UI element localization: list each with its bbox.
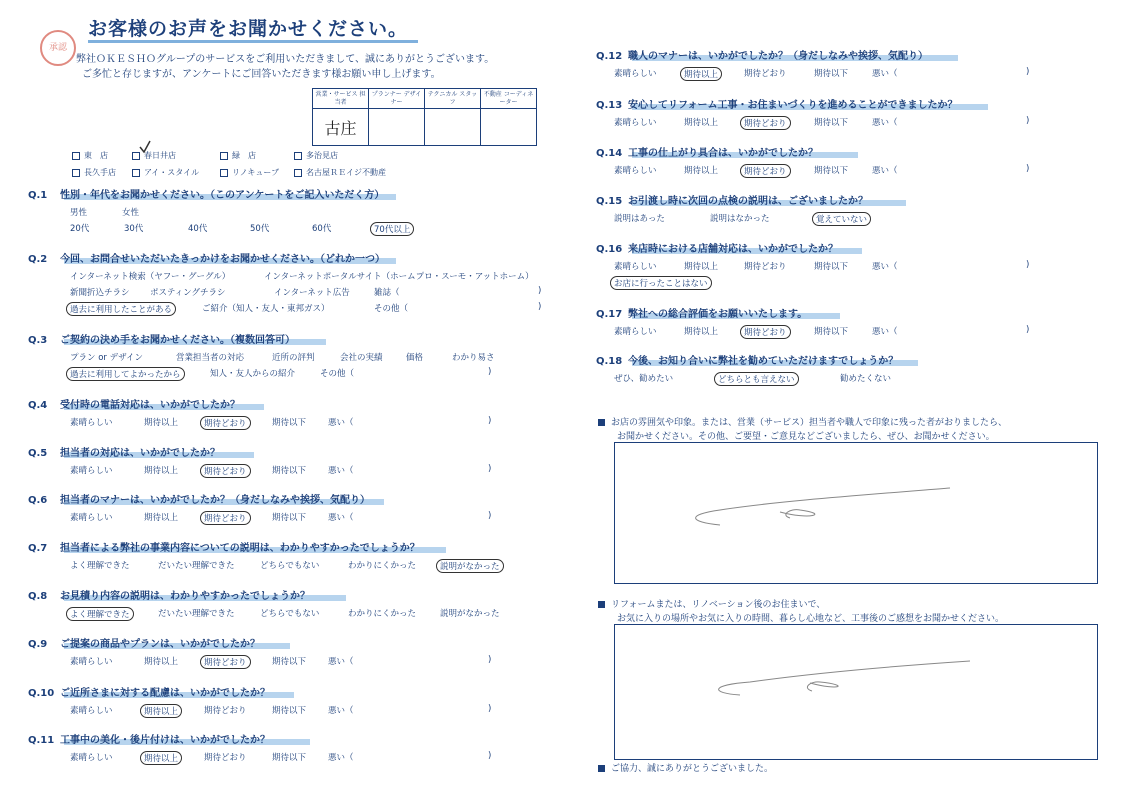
option-item[interactable]: プラン or デザイン (70, 353, 144, 363)
option-item[interactable]: よく理解できた (70, 561, 130, 571)
question-label: お引渡し時に次回の点検の説明は、ございましたか？ (628, 196, 868, 207)
option-item[interactable]: 素晴らしい (70, 706, 113, 716)
store-checkbox-higashi[interactable]: 東 店 (72, 150, 132, 161)
option-item-selected[interactable]: 覚えていない (812, 212, 871, 226)
question-label: 今回、お問合せいただいたきっかけをお聞かせください。（どれか一つ） (60, 254, 385, 265)
option-item[interactable]: インターネット広告 (274, 288, 350, 298)
option-item[interactable]: 悪い（ (328, 657, 354, 667)
option-item[interactable]: どちらでもない (260, 561, 320, 571)
question-17-text (596, 305, 807, 320)
option-item[interactable]: その他（ (320, 369, 355, 379)
question-label: 安心してリフォーム工事・お住まいづくりを進めることができましたか？ (628, 100, 958, 111)
option-item[interactable]: 期待以下 (272, 706, 307, 716)
option-item[interactable]: 30代 (124, 224, 144, 234)
option-item[interactable]: インターネット検索（ヤフー・グーグル） (70, 272, 231, 282)
intro-line-2: ご多忙と存じますが、アンケートにご回答いただきます様お願い申し上げます。 (82, 69, 441, 80)
option-item[interactable]: 期待どおり (744, 262, 787, 272)
option-item[interactable]: 期待以上 (684, 327, 719, 337)
option-item[interactable]: 40代 (188, 224, 208, 234)
option-item[interactable]: 期待以下 (814, 69, 849, 79)
option-item[interactable]: 素晴らしい (70, 418, 113, 428)
question-number: Q.8 (28, 591, 48, 602)
question-label: 弊社への総合評価をお願いいたします。 (628, 309, 808, 320)
paren-close: ) (488, 464, 492, 474)
option-item[interactable]: 素晴らしい (70, 466, 113, 476)
option-item-selected[interactable]: 期待以上 (140, 704, 182, 718)
option-item[interactable]: わかりにくかった (348, 609, 417, 619)
staff-value-planner[interactable] (369, 109, 425, 146)
question-number: Q.13 (596, 100, 623, 111)
paren-close: ) (488, 367, 492, 377)
paren-close: ) (488, 751, 492, 761)
intro-text (76, 52, 494, 82)
question-label: 担当者による弊社の事業内容についての説明は、わかりやすかったでしょうか？ (60, 543, 420, 554)
paren-close: ) (538, 302, 542, 312)
option-item[interactable]: 期待以下 (272, 418, 307, 428)
staff-value-sales[interactable]: 古庄 (313, 109, 369, 146)
store-checkbox-tajimi[interactable]: 多治見店 (294, 150, 414, 161)
option-item[interactable]: 雑誌（ (374, 288, 400, 298)
paren-close: ) (1026, 164, 1030, 174)
option-item[interactable]: 期待以上 (144, 513, 179, 523)
store-checkbox-nagakute[interactable]: 長久手店 (72, 167, 132, 178)
approval-stamp: 承認 (40, 30, 76, 66)
question-10-text (28, 684, 270, 699)
option-item[interactable]: 期待以下 (814, 327, 849, 337)
option-item-selected[interactable]: お店に行ったことはない (610, 276, 712, 290)
question-3-text (28, 331, 295, 346)
option-item[interactable]: 期待どおり (204, 753, 247, 763)
option-item[interactable]: 期待以上 (684, 118, 719, 128)
option-item[interactable]: 価格 (406, 353, 424, 363)
question-label: お見積り内容の説明は、わかりやすかったでしょうか？ (60, 591, 310, 602)
store-checkbox-midori[interactable]: 緑 店 (220, 150, 294, 161)
option-item[interactable]: 勧めたくない (840, 374, 892, 384)
question-number: Q.6 (28, 495, 48, 506)
option-item-selected[interactable]: 期待どおり (740, 164, 791, 178)
option-item[interactable]: だいたい理解できた (158, 609, 235, 619)
question-18-text (596, 352, 898, 367)
question-2-text (28, 250, 385, 265)
question-16-text (596, 240, 838, 255)
option-item-selected[interactable]: よく理解できた (66, 607, 134, 621)
option-item[interactable]: 悪い（ (328, 513, 354, 523)
option-item[interactable]: 悪い（ (328, 418, 354, 428)
bullet-square-icon (598, 765, 605, 772)
paren-close: ) (1026, 116, 1030, 126)
option-item[interactable]: 素晴らしい (614, 262, 657, 272)
option-item[interactable]: 素晴らしい (70, 753, 113, 763)
question-label: 工事中の美化・後片付けは、いかがでしたか？ (60, 735, 270, 746)
question-number: Q.7 (28, 543, 48, 554)
paren-close: ) (488, 511, 492, 521)
question-1-text (28, 186, 384, 201)
option-item[interactable]: 期待以上 (684, 262, 719, 272)
option-item[interactable]: どちらでもない (260, 609, 320, 619)
question-label: 担当者のマナーは、いかがでしたか？（身だしなみや挨拶、気配り） (60, 495, 370, 506)
title-underline (88, 40, 418, 43)
option-item[interactable]: 悪い（ (872, 262, 898, 272)
option-item-selected[interactable]: 期待どおり (740, 116, 791, 130)
question-number: Q.14 (596, 148, 623, 159)
option-item[interactable]: 男性 (70, 208, 88, 218)
paren-close: ) (1026, 260, 1030, 270)
free-comment-2-scribble (700, 655, 1000, 705)
question-number: Q.2 (28, 254, 48, 265)
store-checkbox-renocube[interactable]: リノキューブ (220, 167, 294, 178)
question-number: Q.3 (28, 335, 48, 346)
paren-close: ) (1026, 67, 1030, 77)
option-item[interactable]: わかり易さ (452, 353, 495, 363)
question-number: Q.18 (596, 356, 623, 367)
option-item[interactable]: 期待どおり (204, 706, 247, 716)
question-number: Q.12 (596, 51, 623, 62)
option-item[interactable]: 素晴らしい (614, 118, 657, 128)
store-checkbox-kasugai[interactable]: 春日井店 (132, 150, 220, 161)
option-item[interactable]: 知人・友人からの紹介 (210, 369, 296, 379)
option-item[interactable]: わかりにくかった (348, 561, 417, 571)
question-label: 担当者の対応は、いかがでしたか？ (60, 448, 220, 459)
question-13-text (596, 96, 958, 111)
option-item-selected[interactable]: 期待どおり (200, 464, 251, 478)
option-item[interactable]: インターネットポータルサイト（ホームプロ・スーモ・アットホーム） (264, 272, 534, 282)
option-item[interactable]: 悪い（ (872, 118, 898, 128)
option-item[interactable]: 期待以下 (272, 513, 307, 523)
question-label: ご近所さまに対する配慮は、いかがでしたか？ (60, 688, 270, 699)
option-item[interactable]: 期待以下 (814, 262, 849, 272)
option-item[interactable]: 20代 (70, 224, 90, 234)
option-item[interactable]: 素晴らしい (614, 69, 657, 79)
question-number: Q.15 (596, 196, 623, 207)
option-item[interactable]: 60代 (312, 224, 332, 234)
free-comment-1-prompt: お店の雰囲気や印象。または、営業（サービス）担当者や職人で印象に残った者がおりましたら、 お聞かせください。その他、ご要望・ご意見などございましたら、ぜひ、お聞かせください。 (598, 416, 1007, 444)
paren-close: ) (488, 416, 492, 426)
option-item-selected[interactable]: 期待以上 (680, 67, 722, 81)
paren-close: ) (538, 286, 542, 296)
option-item[interactable]: 悪い（ (328, 466, 354, 476)
question-label: 工事の仕上がり具合は、いかがでしたか？ (628, 148, 818, 159)
question-11-text (28, 731, 270, 746)
staff-header-planner: プランナー デザイナー (369, 89, 425, 109)
option-item[interactable]: ポスティングチラシ (150, 288, 226, 298)
paren-close: ) (488, 704, 492, 714)
staff-value-technical[interactable] (425, 109, 481, 146)
page-title: お客様のお声をお聞かせください。 (88, 18, 409, 40)
option-item-selected[interactable]: 期待以上 (140, 751, 182, 765)
kasugai-checkmark (138, 140, 152, 154)
store-checkbox-istyle[interactable]: アイ・スタイル (132, 167, 220, 178)
bullet-square-icon (598, 601, 605, 608)
question-9-text (28, 635, 260, 650)
question-number: Q.4 (28, 400, 48, 411)
closing-message: ご協力、誠にありがとうございました。 (598, 762, 773, 776)
option-item[interactable]: 期待以下 (272, 753, 307, 763)
question-number: Q.16 (596, 244, 623, 255)
option-item[interactable]: 営業担当者の対応 (176, 353, 245, 363)
option-item[interactable]: 素晴らしい (70, 513, 113, 523)
store-checkbox-nagoya-re[interactable]: 名古屋ＲＥイジ不動産 (294, 167, 414, 178)
option-item[interactable]: 期待以上 (144, 657, 179, 667)
staff-table (312, 88, 537, 146)
option-item[interactable]: 女性 (122, 208, 140, 218)
paren-close: ) (488, 655, 492, 665)
question-number: Q.11 (28, 735, 55, 746)
question-number: Q.10 (28, 688, 55, 699)
question-number: Q.5 (28, 448, 48, 459)
question-7-text (28, 539, 420, 554)
question-5-text (28, 444, 220, 459)
question-6-text (28, 491, 370, 506)
option-item[interactable]: 素晴らしい (70, 657, 113, 667)
staff-header-sales: 営業・サービス 担当者 (313, 89, 369, 109)
option-item[interactable]: 悪い（ (872, 166, 898, 176)
bullet-square-icon (598, 419, 605, 426)
option-item[interactable]: 新聞折込チラシ (70, 288, 130, 298)
option-item[interactable]: その他（ (374, 304, 409, 314)
option-item-selected[interactable]: 期待どおり (740, 325, 791, 339)
option-item[interactable]: 期待以上 (144, 466, 179, 476)
option-item-selected[interactable]: 70代以上 (370, 222, 414, 236)
option-item-selected[interactable]: 期待どおり (200, 416, 251, 430)
option-item-selected[interactable]: どちらとも言えない (714, 372, 799, 386)
option-item-selected[interactable]: 説明がなかった (436, 559, 504, 573)
option-item[interactable]: 悪い（ (872, 327, 898, 337)
option-item[interactable]: 悪い（ (872, 69, 898, 79)
option-item[interactable]: 期待以下 (272, 466, 307, 476)
option-item[interactable]: 期待以下 (814, 166, 849, 176)
question-label: 来店時における店舗対応は、いかがでしたか？ (628, 244, 838, 255)
option-item[interactable]: 素晴らしい (614, 327, 657, 337)
question-label: ご提案の商品やプランは、いかがでしたか？ (60, 639, 260, 650)
option-item[interactable]: 説明はなかった (710, 214, 770, 224)
option-item-selected[interactable]: 期待どおり (200, 511, 251, 525)
question-12-text (596, 47, 928, 62)
question-label: 職人のマナーは、いかがでしたか？（身だしなみや挨拶、気配り） (628, 51, 928, 62)
option-item[interactable]: 50代 (250, 224, 270, 234)
option-item-selected[interactable]: 過去に利用したことがある (66, 302, 176, 316)
option-item[interactable]: 期待以下 (814, 118, 849, 128)
option-item[interactable]: 会社の実績 (340, 353, 383, 363)
option-item[interactable]: ぜひ、勧めたい (614, 374, 674, 384)
staff-header-technical: テクニカル スタッフ (425, 89, 481, 109)
question-number: Q.9 (28, 639, 48, 650)
question-label: 性別・年代をお聞かせください。（このアンケートをご記入いただく方） (60, 190, 385, 201)
store-checklist (72, 150, 414, 178)
option-item[interactable]: 説明がなかった (440, 609, 500, 619)
question-label: 受付時の電話対応は、いかがでしたか？ (60, 400, 240, 411)
option-item[interactable]: 悪い（ (328, 753, 354, 763)
option-item[interactable]: 期待どおり (744, 69, 787, 79)
option-item[interactable]: 期待以下 (272, 657, 307, 667)
question-label: ご契約の決め手をお聞かせください。（複数回答可） (60, 335, 295, 346)
question-number: Q.17 (596, 309, 623, 320)
option-item[interactable]: 近所の評判 (272, 353, 315, 363)
option-item[interactable]: 期待以上 (144, 418, 179, 428)
option-item-selected[interactable]: 過去に利用してよかったから (66, 367, 185, 381)
question-label: 今後、お知り合いに弊社を勧めていただけますでしょうか？ (628, 356, 899, 367)
option-item[interactable]: だいたい理解できた (158, 561, 235, 571)
option-item[interactable]: 悪い（ (328, 706, 354, 716)
question-14-text (596, 144, 818, 159)
free-comment-2-prompt: リフォームまたは、リノベーション後のお住まいで、 お気に入りの場所やお気に入りの時間、暮らし心地など、工事後のご感想をお聞かせください。 (598, 598, 1004, 626)
option-item-selected[interactable]: 期待どおり (200, 655, 251, 669)
option-item[interactable]: 素晴らしい (614, 166, 657, 176)
staff-header-realestate: 不動産 コーディネーター (481, 89, 537, 109)
paren-close: ) (1026, 325, 1030, 335)
question-number: Q.1 (28, 190, 48, 201)
option-item[interactable]: 期待以上 (684, 166, 719, 176)
staff-value-realestate[interactable] (481, 109, 537, 146)
question-4-text (28, 396, 240, 411)
question-8-text (28, 587, 310, 602)
option-item[interactable]: 説明はあった (614, 214, 665, 224)
free-comment-1-scribble (680, 480, 980, 540)
question-15-text (596, 192, 868, 207)
option-item[interactable]: ご紹介（知人・友人・東邦ガス） (202, 304, 330, 314)
intro-line-1: 弊社ＯＫＥＳＨＯグループのサービスをご利用いただきまして、誠にありがとうございます。 (76, 54, 495, 65)
